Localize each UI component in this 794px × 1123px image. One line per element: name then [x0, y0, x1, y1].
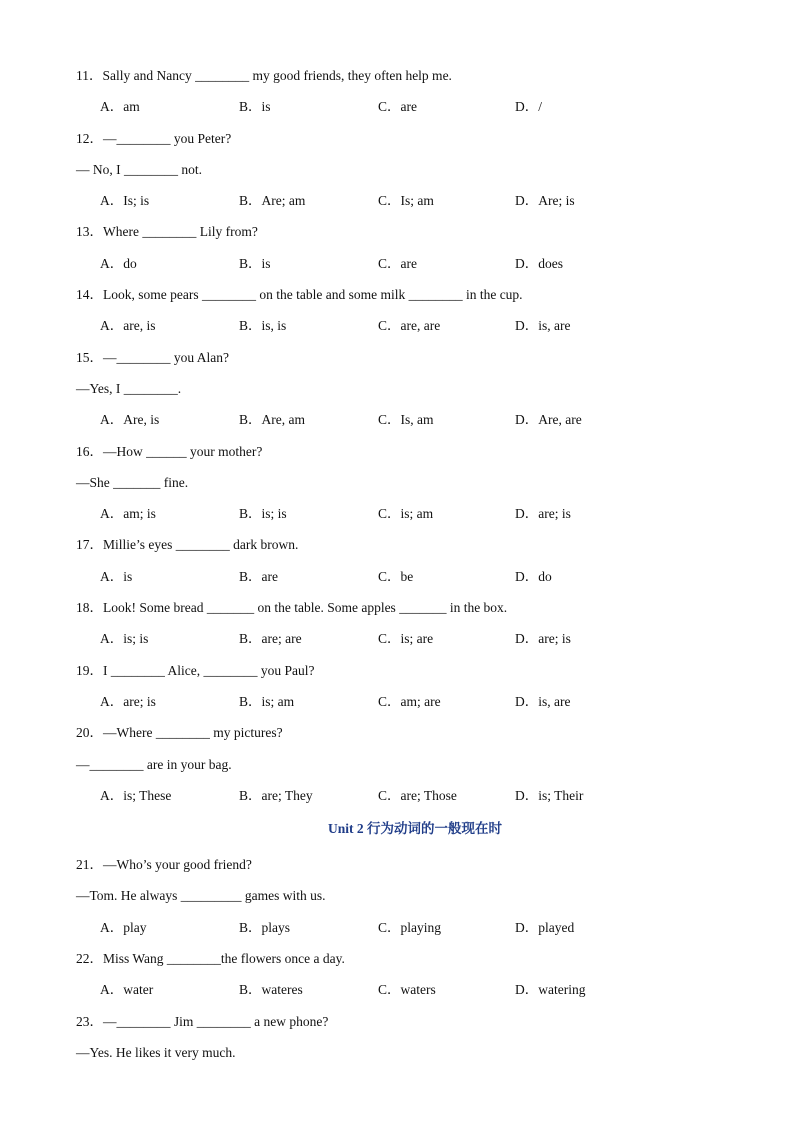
- answer-option: C．are: [378, 255, 417, 271]
- answer-option: C．are: [378, 99, 417, 115]
- answer-option: C．Is; am: [378, 193, 434, 209]
- question: [76, 855, 754, 949]
- answer-option: B．wateres: [239, 982, 303, 998]
- question: [76, 949, 754, 1012]
- answer-options: [76, 504, 754, 535]
- question-text: 16．—How ______ your mother?: [76, 443, 263, 459]
- answer-option: B．is: [239, 99, 271, 115]
- answer-option: A．are; is: [100, 693, 156, 709]
- question-dialogue-line: —She _______ fine.: [76, 474, 189, 490]
- answer-option: B．are; are: [239, 631, 302, 647]
- answer-option: A．am: [100, 99, 140, 115]
- answer-option: A．do: [100, 255, 137, 271]
- answer-option: B．plays: [239, 919, 291, 935]
- answer-option: D．is, are: [515, 693, 571, 709]
- answer-option: B．is, is: [239, 318, 287, 334]
- answer-options: [76, 980, 754, 1011]
- answer-option: A．is; is: [100, 631, 149, 647]
- question-text: 15．—________ you Alan?: [76, 349, 229, 365]
- answer-option: C．are, are: [378, 318, 441, 334]
- answer-option: B．Are; am: [239, 193, 306, 209]
- question: [76, 723, 754, 817]
- answer-option: D．are; is: [515, 506, 571, 522]
- answer-option: D．/: [515, 99, 542, 115]
- question-text: 12．—________ you Peter?: [76, 130, 232, 146]
- answer-option: B．Are, am: [239, 412, 305, 428]
- answer-option: D．played: [515, 919, 575, 935]
- question-dialogue-line: —Tom. He always _________ games with us.: [76, 888, 326, 904]
- question-text: 22．Miss Wang ________the flowers once a day.: [76, 951, 345, 967]
- answer-option: A．Are, is: [100, 412, 160, 428]
- question-text: 21．—Who’s your good friend?: [76, 857, 252, 873]
- answer-option: D．do: [515, 568, 552, 584]
- answer-options: [76, 567, 754, 598]
- question-text: 14．Look, some pears ________ on the table and some milk ________ in the cup.: [76, 287, 523, 303]
- answer-option: C．be: [378, 568, 414, 584]
- question-text: 19．I ________ Alice, ________ you Paul?: [76, 662, 315, 678]
- question-text: 18．Look! Some bread _______ on the table. Some apples _______ in the box.: [76, 600, 508, 616]
- question: [76, 66, 754, 129]
- question-dialogue-line: —________ are in your bag.: [76, 756, 232, 772]
- answer-option: D．is; Their: [515, 787, 584, 803]
- answer-option: D．Are, are: [515, 412, 582, 428]
- answer-option: B．are; They: [239, 787, 313, 803]
- answer-option: B．are: [239, 568, 278, 584]
- answer-options: [76, 918, 754, 949]
- answer-option: D．does: [515, 255, 563, 271]
- answer-options: [76, 692, 754, 723]
- answer-option: C．is; am: [378, 506, 434, 522]
- answer-option: C．am; are: [378, 693, 441, 709]
- answer-options: [76, 191, 754, 222]
- question-text: 17．Millie’s eyes ________ dark brown.: [76, 537, 299, 553]
- answer-options: [76, 97, 754, 128]
- question: [76, 129, 754, 223]
- answer-option: C．Is, am: [378, 412, 434, 428]
- question: [76, 285, 754, 348]
- answer-option: C．waters: [378, 982, 436, 998]
- question: [76, 1012, 754, 1075]
- question: [76, 598, 754, 661]
- answer-options: [76, 410, 754, 441]
- question: [76, 222, 754, 285]
- answer-option: B．is: [239, 255, 271, 271]
- answer-option: C．is; are: [378, 631, 434, 647]
- question-text: 11．Sally and Nancy ________ my good friends, they often help me.: [76, 68, 452, 83]
- answer-option: A．is; These: [100, 787, 172, 803]
- answer-option: B．is; is: [239, 506, 287, 522]
- section-heading: Unit 2 行为动词的一般现在时: [327, 821, 502, 837]
- answer-options: [76, 254, 754, 285]
- question: [76, 442, 754, 536]
- question-text: 20．—Where ________ my pictures?: [76, 725, 283, 741]
- question-dialogue-line: —Yes, I ________.: [76, 380, 182, 396]
- answer-option: A．is: [100, 568, 133, 584]
- answer-option: C．playing: [378, 919, 441, 935]
- answer-options: [76, 629, 754, 660]
- answer-option: A．Is; is: [100, 193, 150, 209]
- question-dialogue-line: — No, I ________ not.: [76, 161, 202, 177]
- answer-option: D．is, are: [515, 318, 571, 334]
- question: [76, 348, 754, 442]
- question-dialogue-line: —Yes. He likes it very much.: [76, 1044, 236, 1060]
- answer-option: A．am; is: [100, 506, 156, 522]
- answer-options: [76, 786, 754, 817]
- answer-option: A．play: [100, 919, 147, 935]
- question: [76, 535, 754, 598]
- answer-option: A．water: [100, 982, 154, 998]
- answer-option: A．are, is: [100, 318, 156, 334]
- answer-option: B．is; am: [239, 693, 295, 709]
- answer-option: D．are; is: [515, 631, 571, 647]
- question: [76, 661, 754, 724]
- answer-option: C．are; Those: [378, 787, 457, 803]
- question-text: 23．—________ Jim ________ a new phone?: [76, 1013, 329, 1029]
- answer-option: D．Are; is: [515, 193, 575, 209]
- answer-option: D．watering: [515, 982, 586, 998]
- answer-options: [76, 316, 754, 347]
- question-text: 13．Where ________ Lily from?: [76, 224, 258, 240]
